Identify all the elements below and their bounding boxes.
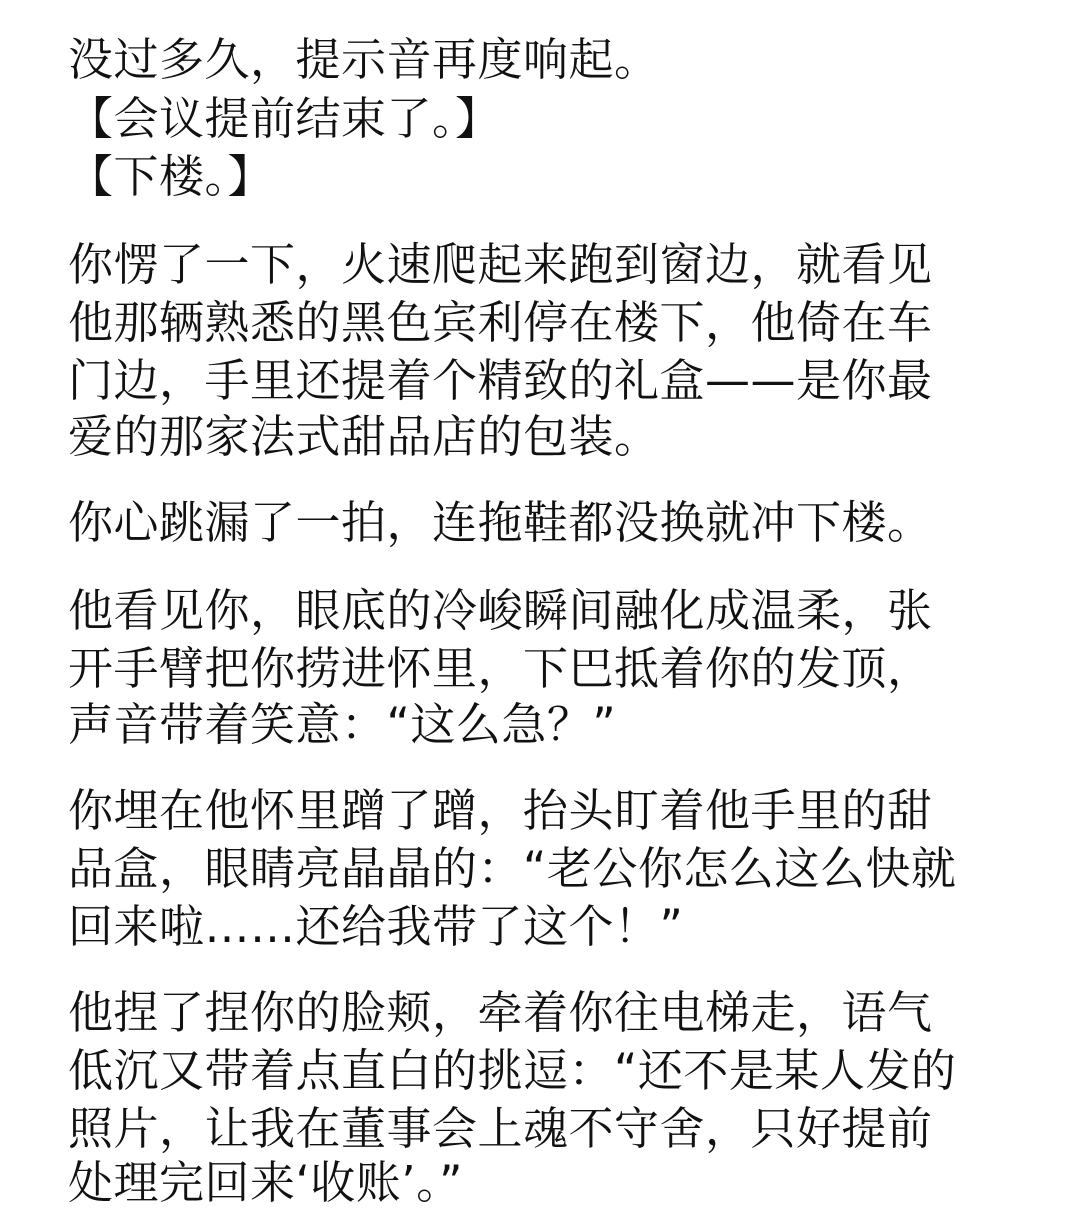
text-line: 【会议提前结束了。】 — [68, 92, 501, 145]
text-line: 没过多久，提示音再度响起。 — [68, 33, 660, 86]
text-line: 他那辆熟悉的黑色宾利停在楼下，他倚在车 — [68, 296, 933, 349]
text-line: 爱的那家法式甜品店的包装。 — [68, 410, 660, 463]
text-line: 照片，让我在董事会上魂不守舍，只好提前 — [68, 1102, 933, 1155]
text-line: 你埋在他怀里蹭了蹭，抬头盯着他手里的甜 — [68, 784, 933, 837]
text-line: 回来啦……还给我带了这个！” — [68, 900, 684, 953]
text-line: 处理完回来‘收账’。” — [68, 1156, 463, 1209]
text-line: 低沉又带着点直白的挑逗：“还不是某人发的 — [68, 1044, 957, 1097]
text-line: 他看见你，眼底的冷峻瞬间融化成温柔，张 — [68, 584, 933, 637]
text-line: 你心跳漏了一拍，连拖鞋都没换就冲下楼。 — [68, 496, 933, 549]
text-line: 品盒，眼睛亮晶晶的：“老公你怎么这么快就 — [68, 842, 957, 895]
text-line: 开手臂把你捞进怀里，下巴抵着你的发顶， — [68, 642, 933, 695]
text-line: 声音带着笑意：“这么急？” — [68, 698, 617, 751]
text-line: 你愣了一下，火速爬起来跑到窗边，就看见 — [68, 238, 933, 291]
text-line: 他捏了捏你的脸颊，牵着你往电梯走，语气 — [68, 986, 933, 1039]
text-line: 【下楼。】 — [68, 150, 274, 203]
text-line: 门边，手里还提着个精致的礼盒——是你最 — [68, 354, 933, 407]
